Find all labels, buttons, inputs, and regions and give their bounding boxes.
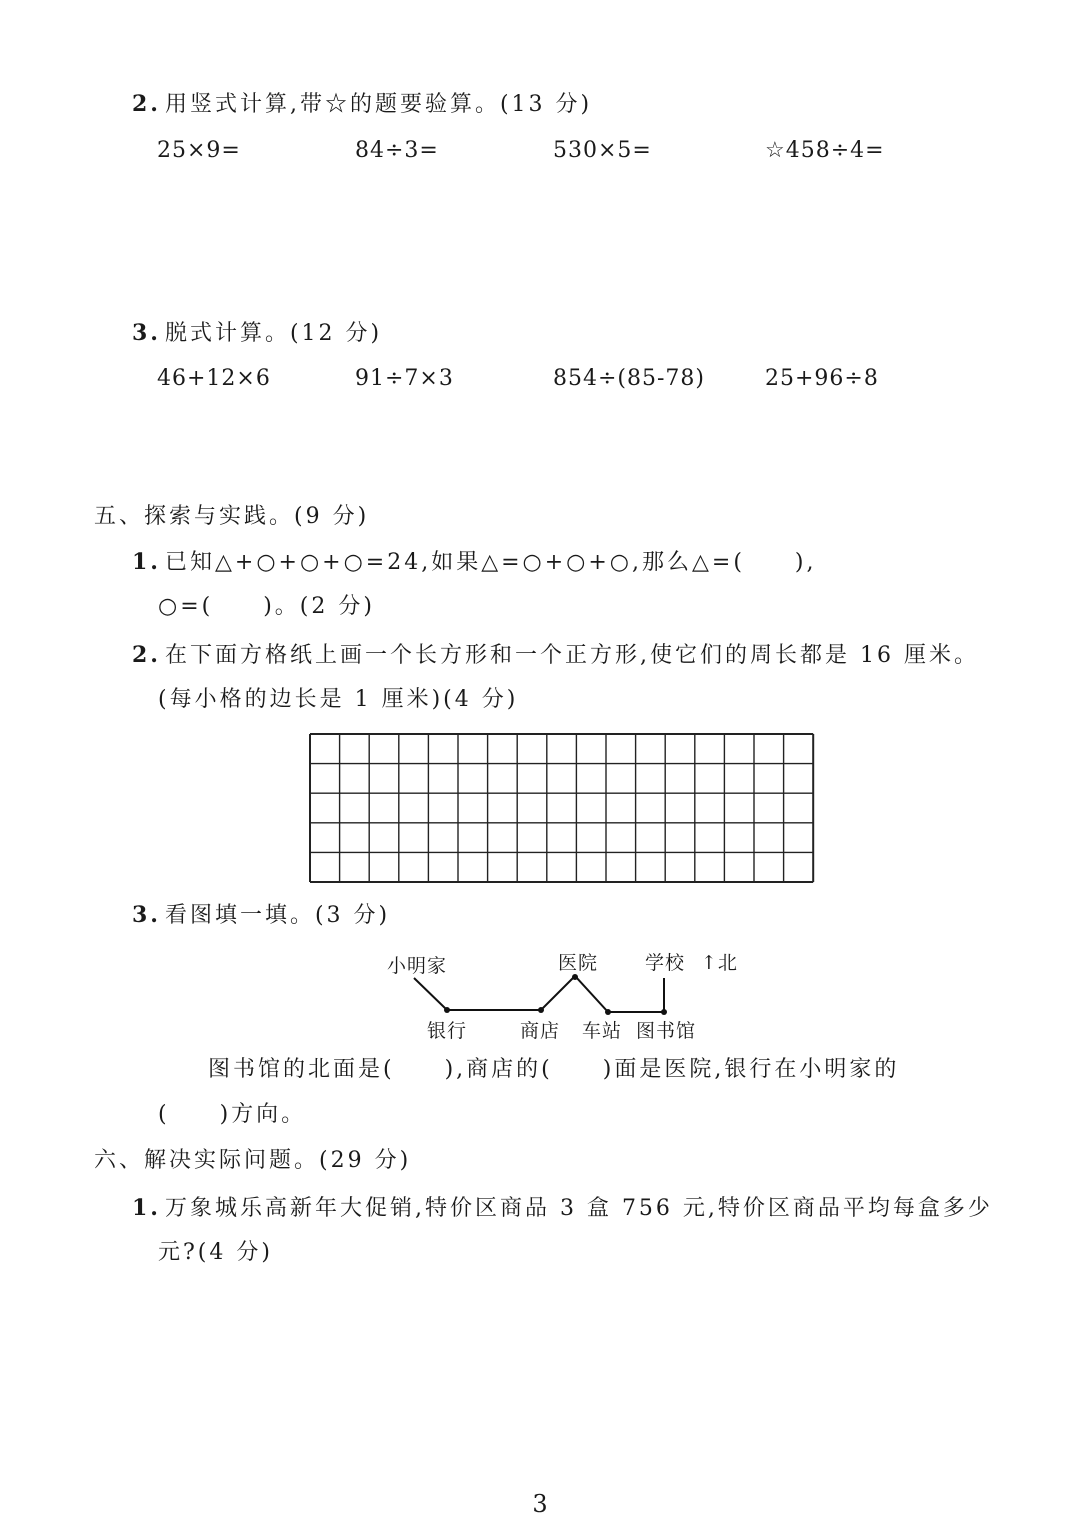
map-label-north: ↑北	[701, 952, 738, 974]
s5-3-fill-line1: 图书馆的北面是( ),商店的( )面是医院,银行在小明家的	[208, 1057, 900, 1082]
s6-1-number: 1.	[132, 1195, 161, 1221]
map-label-school: 学校	[645, 952, 686, 974]
node-bank	[444, 1007, 450, 1013]
s5-2-text: 在下面方格纸上画一个长方形和一个正方形,使它们的周长都是 16 厘米。	[164, 643, 979, 668]
q4-3-text: 脱式计算。(12 分)	[164, 321, 383, 346]
s6-1-text: 万象城乐高新年大促销,特价区商品 3 盒 756 元,特价区商品平均每盒多少	[164, 1196, 993, 1221]
s6-1-line1	[132, 1193, 993, 1224]
q4-2-expr-3: 530×5=	[553, 138, 652, 163]
q4-2-expr-1: 25×9=	[157, 138, 241, 163]
s5-3-number: 3.	[132, 902, 161, 928]
q4-2-text: 用竖式计算,带☆的题要验算。(13 分)	[164, 92, 593, 117]
map-label-library: 图书馆	[636, 1020, 697, 1042]
s5-1-line2: ○=( )。(2 分)	[158, 594, 375, 619]
q4-2-expr-2: 84÷3=	[355, 138, 439, 163]
page-number: 3	[532, 1490, 548, 1518]
q4-2-number: 2.	[132, 91, 161, 117]
s5-2-line2: (每小格的边长是 1 厘米)(4 分)	[158, 687, 519, 712]
s5-1-text: 已知△+○+○+○=24,如果△=○+○+○,那么△=( ),	[164, 550, 817, 575]
q4-3-expr-4: 25+96÷8	[765, 366, 879, 391]
q4-3-expr-1: 46+12×6	[157, 366, 271, 391]
s5-2-number: 2.	[132, 642, 161, 668]
node-shop	[538, 1007, 544, 1013]
section-5-heading: 五、探索与实践。(9 分)	[94, 504, 370, 529]
map-label-home: 小明家	[387, 955, 448, 977]
route-line	[414, 976, 664, 1012]
q4-3-expr-2: 91÷7×3	[355, 366, 454, 391]
node-station	[605, 1009, 611, 1015]
map-label-shop: 商店	[520, 1020, 561, 1042]
section-6-heading: 六、解决实际问题。(29 分)	[94, 1148, 412, 1173]
s6-1-line2: 元?(4 分)	[158, 1240, 273, 1265]
map-label-station: 车站	[582, 1020, 623, 1042]
map-label-bank: 银行	[427, 1020, 468, 1042]
map-label-hospital: 医院	[558, 952, 599, 974]
q4-3-number: 3.	[132, 320, 161, 346]
s5-3-text: 看图填一填。(3 分)	[164, 903, 391, 928]
q4-2-expr-4: ☆458÷4=	[765, 138, 885, 163]
s5-3-fill-line2: ( )方向。	[158, 1102, 307, 1127]
q4-3-expr-3: 854÷(85-78)	[553, 366, 706, 391]
s5-1-number: 1.	[132, 549, 161, 575]
node-library	[661, 1009, 667, 1015]
